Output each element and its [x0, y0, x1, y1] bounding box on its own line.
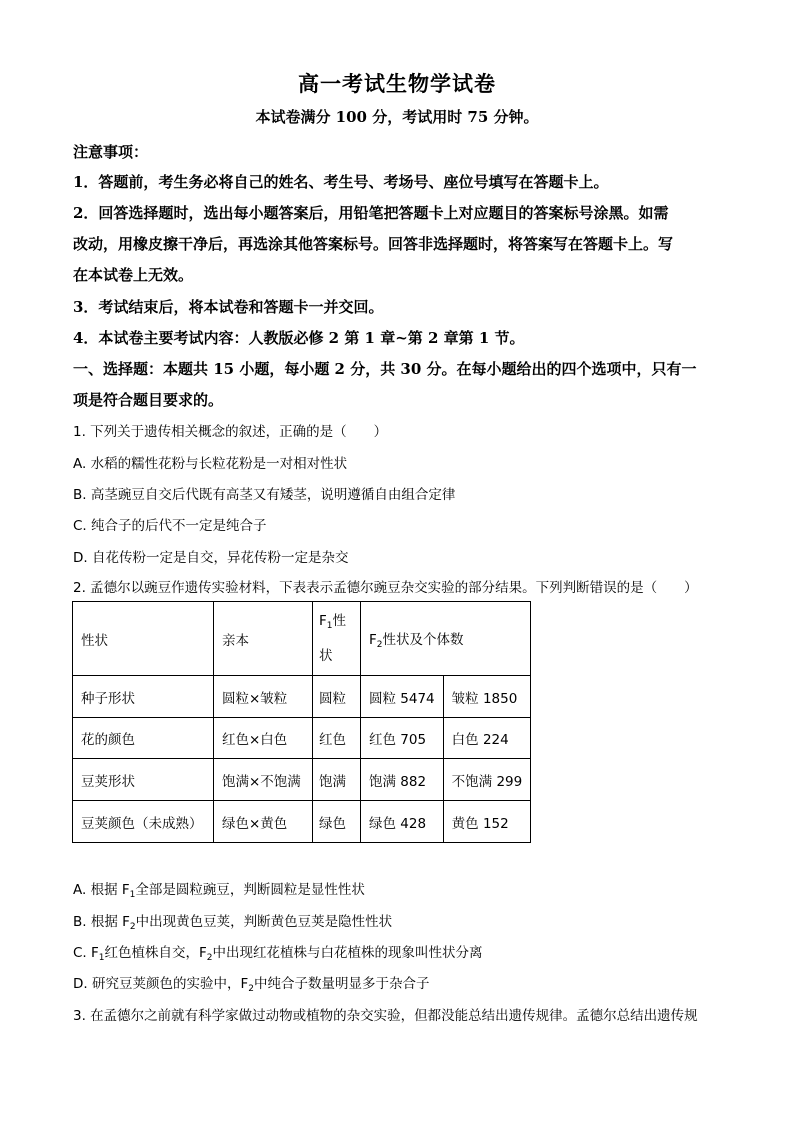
question-2-option-a: A. 根据 $F_1$全部是圆粒豌豆，判断圆粒是显性性状 — [73, 882, 365, 900]
section-heading-cont: 项是符合题目要求的。 — [73, 391, 224, 409]
page-subtitle: 本试卷满分 100 分，考试用时 75 分钟。 — [255, 108, 539, 126]
cell-trait: 花的颜色 — [73, 718, 214, 759]
notice-line: 4．本试卷主要考试内容：人教版必修 2 第 1 章~第 2 章第 1 节。 — [73, 329, 525, 347]
question-3-stem: 3. 在孟德尔之前就有科学家做过动物或植物的杂交实验，但都没能总结出遗传规律。孟德尔总结出遗传规 — [73, 1008, 698, 1024]
cell-f1: 红色 — [313, 718, 361, 759]
question-2-option-b: B. 根据 $F_2$中出现黄色豆荚，判断黄色豆荚是隐性性状 — [73, 914, 393, 932]
cell-f2-dominant: 饱满 882 — [361, 759, 444, 801]
cell-parents: 圆粒×皱粒 — [214, 676, 313, 718]
cell-parents: 饱满×不饱满 — [214, 759, 313, 801]
notice-line: 1．答题前，考生务必将自己的姓名、考生号、考场号、座位号填写在答题卡上。 — [73, 173, 609, 191]
header-parents: 亲本 — [214, 602, 313, 676]
cell-parents: 红色×白色 — [214, 718, 313, 759]
question-2-stem: 2. 孟德尔以豌豆作遗传实验材料，下表表示孟德尔豌豆杂交实验的部分结果。下列判断错误的是（ ） — [73, 580, 698, 596]
header-trait: 性状 — [73, 602, 214, 676]
cell-f2-recessive: 黄色 152 — [443, 801, 531, 843]
notice-heading: 注意事项： — [73, 143, 149, 161]
question-1-option-d: D. 自花传粉一定是自交，异花传粉一定是杂交 — [73, 550, 349, 566]
cell-trait: 种子形状 — [73, 676, 214, 718]
page-title: 高一考试生物学试卷 — [298, 71, 496, 96]
question-1-option-a: A. 水稻的糯性花粉与长粒花粉是一对相对性状 — [73, 456, 348, 472]
cell-f2-recessive: 白色 224 — [443, 718, 531, 759]
notice-line: 2．回答选择题时，选出每小题答案后，用铅笔把答题卡上对应题目的答案标号涂黑。如需 — [73, 204, 669, 222]
header-f2: $F_2$性状及个体数 — [361, 602, 531, 676]
table-row — [73, 718, 531, 759]
cell-f2-recessive: 不饱满 299 — [443, 759, 531, 801]
question-1-option-c: C. 纯合子的后代不一定是纯合子 — [73, 518, 267, 534]
table-header-row — [73, 602, 531, 676]
notice-line: 在本试卷上无效。 — [73, 266, 194, 284]
table-row — [73, 801, 531, 843]
cell-f1: 饱满 — [313, 759, 361, 801]
table-row — [73, 759, 531, 801]
table-row — [73, 676, 531, 718]
notice-line: 改动，用橡皮擦干净后，再选涂其他答案标号。回答非选择题时，将答案写在答题卡上。写 — [73, 235, 674, 253]
header-f1: $F_1$性 状 — [313, 602, 361, 676]
question-1-stem: 1. 下列关于遗传相关概念的叙述，正确的是（ ） — [73, 424, 388, 440]
cell-trait: 豆荚颜色（未成熟） — [73, 801, 214, 843]
cell-f2-dominant: 红色 705 — [361, 718, 444, 759]
notice-line: 3．考试结束后，将本试卷和答题卡一并交回。 — [73, 298, 384, 316]
cell-f1: 绿色 — [313, 801, 361, 843]
section-heading: 一、选择题：本题共 15 小题，每小题 2 分，共 30 分。在每小题给出的四个选项中，只有一 — [73, 360, 697, 378]
question-2-option-c: C. $F_1$红色植株自交，$F_2$中出现红花植株与白花植株的现象叫性状分离 — [73, 945, 483, 963]
question-2-option-d: D. 研究豆荚颜色的实验中，$F_2$中纯合子数量明显多于杂合子 — [73, 976, 430, 994]
pea-cross-results-table — [72, 601, 531, 843]
cell-f2-dominant: 圆粒 5474 — [361, 676, 444, 718]
question-1-option-b: B. 高茎豌豆自交后代既有高茎又有矮茎，说明遵循自由组合定律 — [73, 487, 456, 503]
cell-f2-dominant: 绿色 428 — [361, 801, 444, 843]
cell-trait: 豆荚形状 — [73, 759, 214, 801]
cell-parents: 绿色×黄色 — [214, 801, 313, 843]
cell-f2-recessive: 皱粒 1850 — [443, 676, 531, 718]
cell-f1: 圆粒 — [313, 676, 361, 718]
